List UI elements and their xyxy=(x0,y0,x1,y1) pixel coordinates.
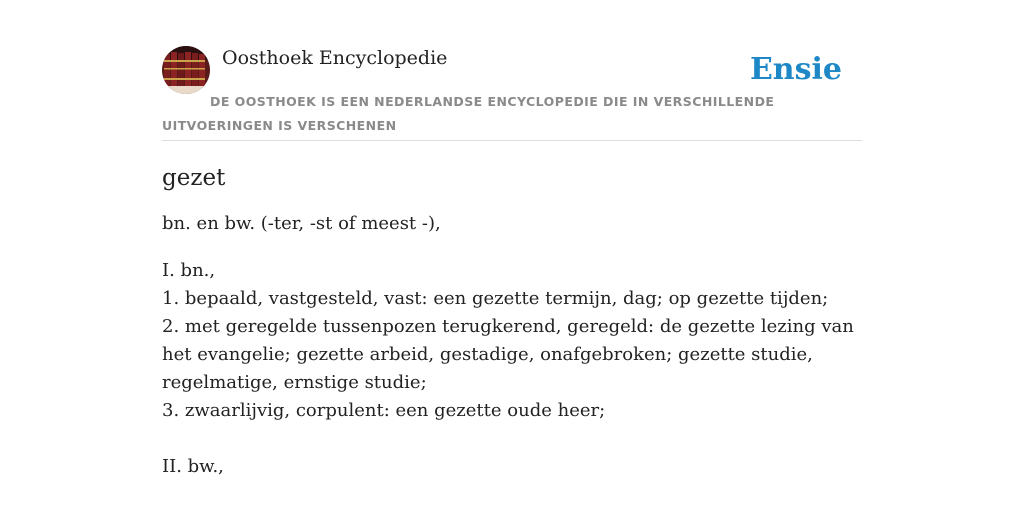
site-name[interactable]: Oosthoek Encyclopedie xyxy=(222,47,448,69)
entry-title: gezet xyxy=(162,165,226,191)
section-spacer xyxy=(162,425,862,453)
site-header xyxy=(162,46,862,141)
grammar-info: bn. en bw. (-ter, -st of meest -), xyxy=(162,213,441,234)
encyclopedia-books-icon[interactable] xyxy=(162,46,210,94)
brand-logo[interactable]: Ensie xyxy=(749,52,842,87)
site-tagline: DE OOSTHOEK IS EEN NEDERLANDSE ENCYCLOPEDIE DIE IN VERSCHILLENDE UITVOERINGEN IS VERSCHENEN xyxy=(162,94,775,133)
section-1-heading: I. bn., xyxy=(162,260,216,281)
section-2-heading: II. bw., xyxy=(162,456,224,477)
sense-1: 1. bepaald, vastgesteld, vast: een gezette termijn, dag; op gezette tijden; xyxy=(162,288,829,309)
definition-body xyxy=(162,257,862,481)
sense-2: 2. met geregelde tussenpozen terugkerend, geregeld: de gezette lezing van het evangelie; gezette arbeid, gestadige, onafgebroken; gezette studie, regelmatige, ernstige studie; xyxy=(162,316,854,393)
entry-content xyxy=(162,160,862,481)
sense-3: 3. zwaarlijvig, corpulent: een gezette oude heer; xyxy=(162,400,606,421)
